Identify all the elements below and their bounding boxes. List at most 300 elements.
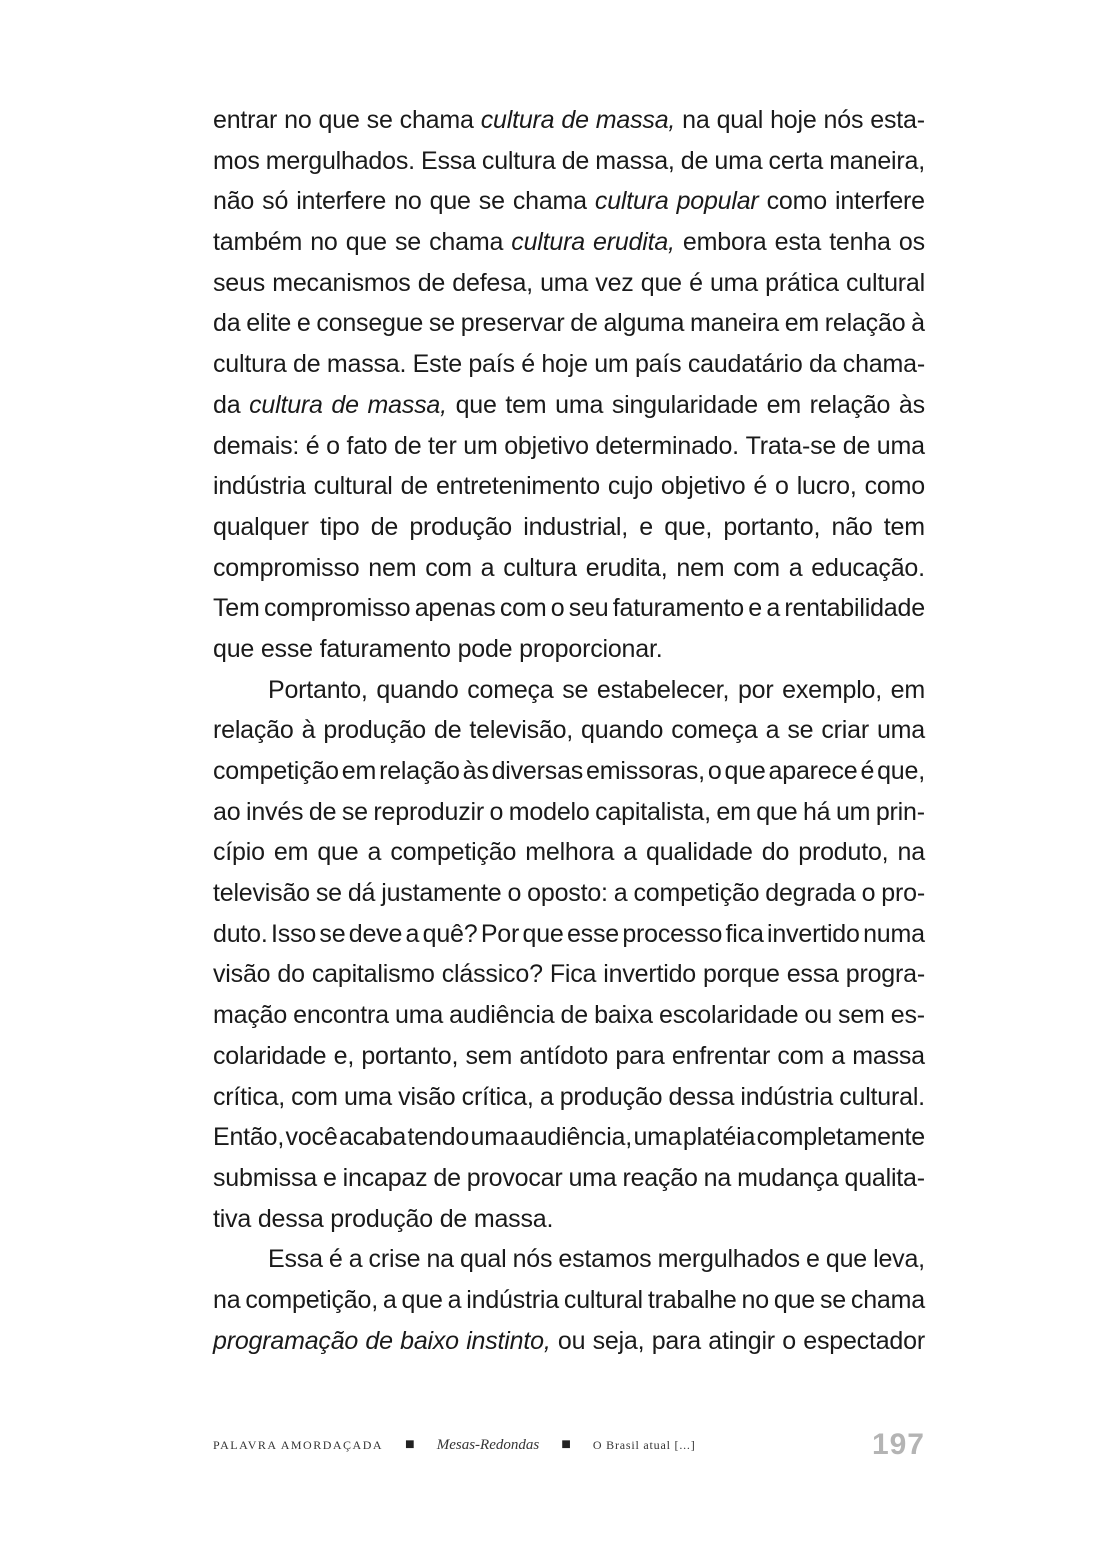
word: no [284,106,312,134]
word: competição [390,838,517,867]
word: produção [409,512,512,541]
italic-word: instinto, [466,1326,551,1355]
word: a [382,1285,397,1314]
running-footer [213,1425,925,1465]
italic-word: cultura [511,228,585,257]
word: na [703,1163,732,1192]
word: uma [540,268,589,297]
word: invertido [603,960,696,989]
word: que [317,838,359,867]
word: mos [213,146,260,175]
word: tendo [407,1123,470,1152]
word: a [623,838,637,867]
word: incapaz [342,1163,428,1192]
word: no [310,228,338,257]
word: no [394,187,422,216]
italic-word: cultura [480,106,555,134]
word: os [898,228,925,257]
word: nós [512,1245,553,1274]
word: que [522,919,564,948]
word: a [788,553,803,582]
word: completamente [756,1123,925,1152]
word: consegue [316,309,424,338]
word: Portanto, [268,675,368,704]
word: faturamento [612,594,744,623]
word: cultural [845,268,925,297]
word: porque [703,960,780,989]
word: que, [877,757,925,785]
word: apenas [414,594,496,623]
word: Isso [270,919,317,948]
word: cultural [313,472,393,501]
word: a [766,594,781,623]
word: qualquer [213,512,309,541]
word: prática [765,268,839,297]
word: exemplo, [782,675,882,704]
word: o [489,797,504,826]
word: seja, [592,1326,645,1355]
word: es- [890,1001,925,1030]
word: esta- [870,106,925,134]
word: qualita- [844,1163,925,1192]
word: indústria [213,472,306,501]
text-line [213,1117,925,1158]
body-text [213,100,925,1361]
word: defesa, [452,268,533,297]
word: do [277,960,305,989]
text-line [213,466,925,507]
word: chama [429,228,504,257]
word: se [428,309,455,338]
word: esse [566,919,619,948]
word: com [425,553,472,582]
word: determinado. [595,431,739,460]
word: o [861,879,876,908]
word: a [831,1041,845,1070]
word: mecanismos [272,268,411,297]
word: essa [786,960,839,989]
word: começa [467,675,554,704]
word: que [429,187,471,216]
word: compromisso [263,594,411,623]
text-line [213,100,925,141]
italic-word: popular [676,187,759,216]
word: objetivo [660,472,746,501]
word: audiência [449,1001,555,1030]
word: invertido [767,919,860,948]
word: se [394,228,421,257]
word: que [724,757,766,785]
word: o [507,879,522,908]
word: em [273,838,309,867]
word: de [680,146,709,175]
text-line [213,344,925,385]
word: se [478,187,505,216]
word: chama [850,1285,925,1314]
text-line [213,995,925,1036]
word: em [890,675,925,704]
word: crise [368,1245,421,1274]
word: também [213,228,303,257]
word: com [733,553,780,582]
word: a [765,716,780,745]
word: Essa [268,1245,323,1274]
word: oposto: [527,879,608,908]
word: ou [804,1001,832,1030]
word: de [293,350,321,379]
word: em [716,797,751,826]
word: de [561,146,590,175]
word: Fica [549,960,597,989]
word: quê? [422,919,478,948]
word: por [737,675,774,704]
word: para [615,1041,665,1070]
word: platéia [682,1123,756,1152]
word: de [570,309,598,338]
word: se [319,919,346,948]
word: e, [333,1041,355,1070]
italic-word: programação [213,1326,359,1355]
text-line [213,303,925,344]
word: de [417,268,446,297]
word: um [594,350,629,379]
word: duto. [213,919,268,948]
text-line [213,1036,925,1077]
word: objetivo [504,431,589,460]
word: relação [809,390,891,419]
text-line [213,629,925,670]
italic-word: cultura [249,390,323,419]
word: é [860,757,875,785]
word: a [539,1082,554,1111]
word: se [787,716,814,745]
word: emissoras, [586,757,705,785]
word: às [462,757,489,785]
word: em [766,390,801,419]
word: você [285,1123,338,1152]
word: de [393,431,422,460]
word: elite [246,309,292,338]
text-line [213,548,925,589]
word: produto, [798,838,889,867]
word: que, [664,512,713,541]
text-line [213,1077,925,1118]
word: visão [213,960,271,989]
word: seus [213,268,266,297]
word: processo [622,919,723,948]
word: invés [245,797,304,826]
word: maneira [690,309,779,338]
word: ter [428,431,457,460]
word: competição [633,879,760,908]
word: Este [412,350,462,379]
text-run: que esse faturamento pode proporcionar. [213,634,663,663]
word: indústria [740,1082,834,1111]
word: um [835,797,871,826]
word: uma [343,1082,392,1111]
text-line [213,710,925,751]
word: cultura [213,350,287,379]
word: a [348,1245,363,1274]
word: o [775,472,789,501]
word: interfere [834,187,925,216]
word: melhora [525,838,615,867]
word: reproduzir [373,797,484,826]
word: competição [213,757,339,785]
word: produção [559,1082,663,1111]
word: diversas [491,757,584,785]
word: e [748,594,763,623]
word: país [634,350,682,379]
text-line [213,1280,925,1321]
word: cultura [481,146,556,175]
word: não [213,187,255,216]
word: industrial, [523,512,629,541]
word: televisão, [469,716,574,745]
word: com [291,1082,338,1111]
word: reação [622,1163,698,1192]
word: crítica, [213,1082,286,1111]
footer-book-title: PALAVRA AMORDAÇADA [213,1437,384,1452]
word: e [296,309,311,338]
word: justamente [381,879,502,908]
word: antídoto [519,1041,609,1070]
word: o [550,594,565,623]
word: erudita, [585,553,668,582]
word: é [305,431,320,460]
word: ao [213,797,241,826]
word: enfrentar [671,1041,771,1070]
word: relação [379,757,460,785]
word: país [468,350,515,379]
word: espectador [803,1326,925,1355]
text-line [213,588,925,629]
word: televisão [213,879,310,908]
word: que [773,1285,816,1314]
word: nós [823,106,864,134]
word: cípio [213,838,265,867]
word: audiência, [520,1123,632,1152]
text-line [213,1199,925,1240]
word: se [315,879,342,908]
word: mergulhados [657,1245,800,1274]
word: certa [768,146,824,175]
word: fica [725,919,764,948]
text-line [213,426,925,467]
word: uma [876,716,925,745]
word: clássico? [441,960,543,989]
word: indústria [466,1285,559,1314]
word: quando [581,716,664,745]
word: cultural [563,1285,643,1314]
word: capitalista, [595,797,711,826]
word: à [911,309,925,338]
word: o [782,1326,796,1355]
word: estabelecer, [596,675,730,704]
text-line [213,181,925,222]
word: na [682,106,710,134]
word: preservar [460,309,565,338]
word: que [640,268,682,297]
word: que [455,390,497,419]
word: uma [395,1001,444,1030]
word: entrar [213,106,278,134]
word: só [262,187,289,216]
word: relação [824,309,906,338]
word: do [761,838,790,867]
word: de [560,1001,588,1030]
word: embora [682,228,767,257]
word: à [301,716,316,745]
word: que [318,106,360,134]
italic-word: massa, [367,390,447,419]
word: de [842,431,871,460]
text-line [213,873,925,914]
word: qual [716,106,764,134]
word: começa [671,716,758,745]
word: com [499,594,547,623]
text-line [213,792,925,833]
word: da [213,309,241,338]
word: da [808,350,837,379]
word: que [401,1285,443,1314]
word: a [447,1285,462,1314]
word: maneira, [829,146,925,175]
word: a [367,838,382,867]
word: compromisso [213,553,360,582]
word: dessa [668,1082,735,1111]
word: escolaridade [658,1001,799,1030]
word: se [366,106,393,134]
word: de [308,797,337,826]
word: caudatário [687,350,803,379]
word: dá [347,879,376,908]
text-line [213,670,925,711]
word: estamos [558,1245,652,1274]
word: com [777,1041,825,1070]
text-line [213,751,925,792]
word: sem [465,1041,513,1070]
italic-word: massa, [595,106,676,134]
word: vez [595,268,634,297]
word: sem [838,1001,885,1030]
word: em [784,309,820,338]
footer-separator-2: ■ [561,1436,571,1453]
italic-word: de [331,390,359,419]
text-line [213,141,925,182]
word: chama [399,106,474,134]
word: tipo [319,512,360,541]
word: capitalismo [311,960,435,989]
word: nem [368,553,417,582]
word: qualidade [646,838,753,867]
word: mergulhados. [265,146,415,175]
word: hoje [770,106,817,134]
word: modelo [508,797,590,826]
word: chama [512,187,587,216]
word: hoje [541,350,588,379]
word: Então, [213,1123,285,1152]
word: visão [398,1082,456,1111]
word: prin- [875,797,925,826]
word: qual [459,1245,507,1274]
word: demais: [213,431,300,460]
word: é [753,472,768,501]
word: na [426,1245,454,1274]
word: deve [348,919,403,948]
word: Essa [421,146,476,175]
text-line [213,1158,925,1199]
word: portanto, [361,1041,459,1070]
word: um [463,431,498,460]
word: que [756,797,798,826]
word: cujo [607,472,653,501]
word: baixa [594,1001,653,1030]
word: Tem [213,594,260,623]
word: que [825,1245,867,1274]
italic-word: cultura [594,187,669,216]
word: mação [213,1001,288,1030]
footer-separator-1: ■ [405,1436,415,1453]
word: interfere [296,187,387,216]
word: a [405,919,420,948]
italic-word: de [561,106,589,134]
page-number: 197 [871,1428,925,1461]
word: produção [323,716,426,745]
word: esta [774,228,822,257]
word: massa [852,1041,925,1070]
word: Por [480,919,520,948]
word: de [370,512,399,541]
text-line [213,832,925,873]
text-run: tiva dessa produção de massa. [213,1204,554,1233]
word: no [741,1285,769,1314]
word: e [639,512,653,541]
word: atingir [708,1326,775,1355]
word: é [328,1245,343,1274]
word: entretenimento [435,472,600,501]
word: acaba [338,1123,407,1152]
word: não [831,512,873,541]
word: tenha [829,228,891,257]
word: há [802,797,831,826]
word: se [341,797,368,826]
word: de [400,472,428,501]
word: portanto, [723,512,821,541]
word: trabalhe [647,1285,737,1314]
word: cultural. [839,1082,925,1111]
italic-word: de [365,1326,393,1355]
footer-chapter-title: O Brasil atual [...] [592,1437,696,1452]
word: uma [876,431,925,460]
word: se [819,1285,846,1314]
word: nem [676,553,725,582]
word: uma [470,1123,519,1152]
word: na [897,838,925,867]
word: como [766,187,827,216]
word: como [864,472,925,501]
word: leva, [873,1245,925,1274]
word: mudança [737,1163,839,1192]
word: a [480,553,495,582]
word: seu [568,594,609,623]
word: para [651,1326,701,1355]
italic-word: baixo [400,1326,459,1355]
word: relação [213,716,294,745]
word: submissa [213,1163,317,1192]
word: colaridade [213,1041,327,1070]
word: provocar [466,1163,563,1192]
